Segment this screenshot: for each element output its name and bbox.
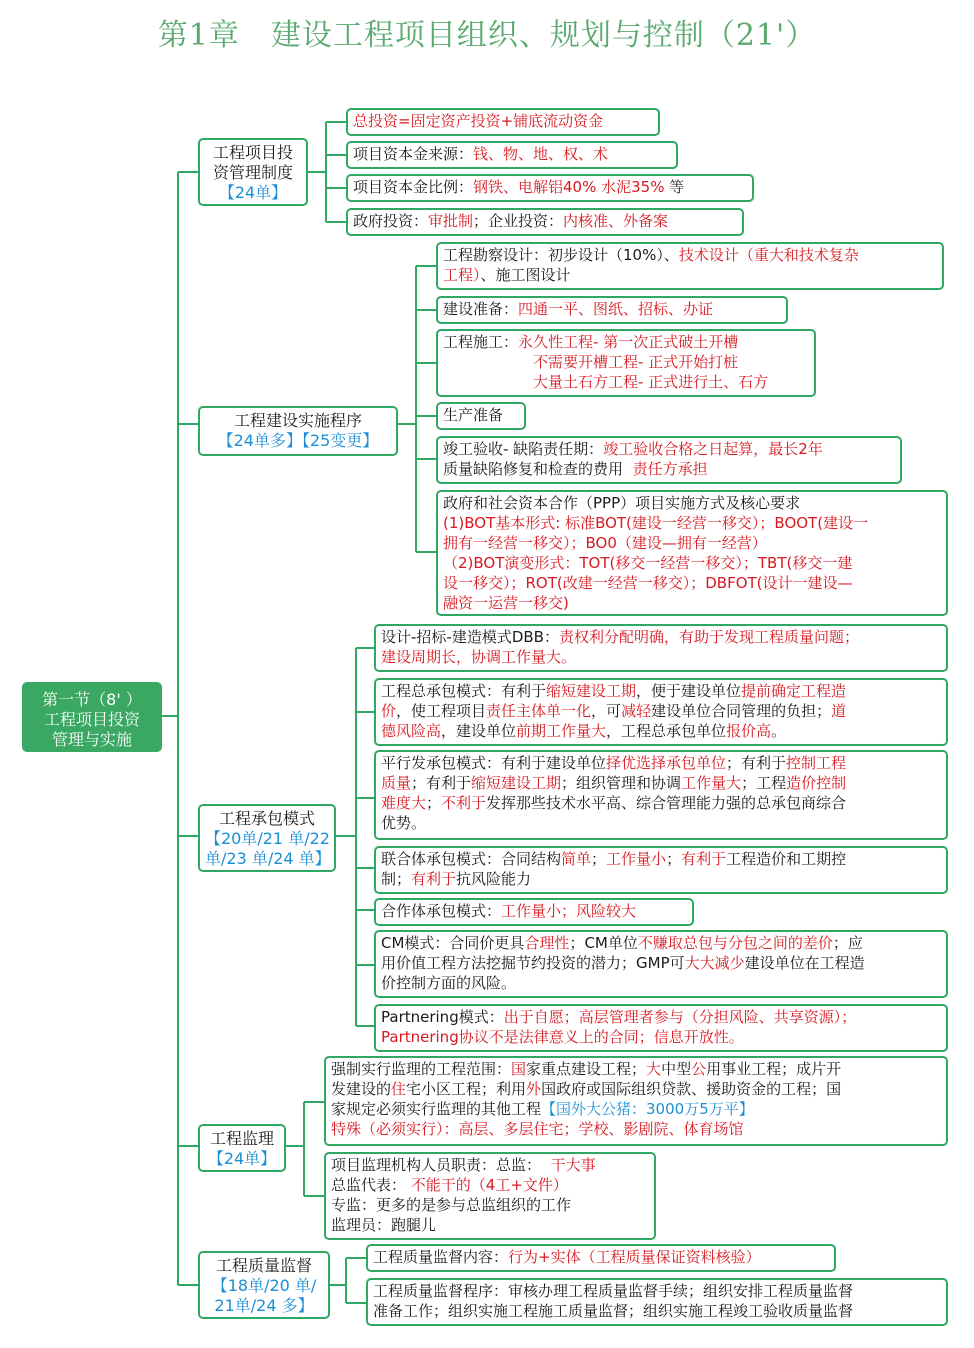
root-line-2: 工程项目投资 [43,710,140,729]
leaf-text: CM模式：合同价更具 [381,934,525,952]
leaf-highlight: （2)BOT演变形式：TOT(移交一经营一移交）；TBT(移交一建 [443,554,853,572]
leaf-mandatory-supervision [324,1056,948,1146]
leaf-highlight: 工程） [443,266,481,284]
leaf-text: 联合体承包模式：合同结构 [381,850,562,868]
leaf-construction [436,329,816,397]
leaf-cm-mode [374,930,948,998]
branch-label: 工程质量监督 [215,1256,312,1275]
leaf-highlight: 工作量小；风险较大 [501,902,637,920]
leaf-text: ；有利于 [411,774,472,792]
exam-tag: 【20单/21 单/22 [205,829,330,848]
leaf-text: 。 [771,722,787,740]
branch-label-line-2: 资管理制度 [212,163,293,182]
exam-tag: 【18单/20 单/ [211,1276,317,1295]
leaf-highlight: 控制工程 [786,754,847,772]
root-node [22,682,162,752]
leaf-text: 抗风险能力 [456,870,532,888]
leaf-highlight: 简单 [561,850,592,868]
leaf-highlight: 特殊（必须实行）：高层、多层住宅；学校、影剧院、体育场馆 [331,1120,744,1138]
leaf-highlight: 工作量大 [681,774,742,792]
leaf-text: 价控制方面的风险。 [381,974,517,992]
leaf-highlight: 造价控制 [786,774,847,792]
leaf-production-prep [436,402,526,430]
leaf-text: ；组织管理和协调 [561,774,682,792]
leaf-highlight: 提前确定工程造 [741,682,847,700]
leaf-highlight: 公 [691,1060,707,1078]
leaf-text: Partnering模式： [381,1008,504,1026]
leaf-text: ；企业投资： [473,212,564,230]
leaf-highlight: 道 [831,702,847,720]
leaf-highlight: 缩短建设工期 [546,682,637,700]
leaf-highlight: 减轻 [621,702,652,720]
leaf-dbb [374,624,948,672]
leaf-highlight: (1)BOT基本形式: 标准BOT(建设一经营一移交）；BOOT(建设一 [443,514,869,532]
leaf-text: ； [591,850,607,868]
leaf-text: 用价值工程方法挖掘节约投资的潜力；GMP可 [381,954,685,972]
leaf-text: 宅小区工程；利用 [406,1080,527,1098]
leaf-highlight: 不赚取总包与分包之间的差价 [637,934,833,952]
exam-tag: 21单/24 多】 [214,1296,314,1315]
leaf-text: 总监代表： [331,1176,407,1194]
leaf-highlight: 干大事 [550,1156,596,1174]
leaf-highlight: 择优选择承包单位 [606,754,727,772]
leaf-text: ；CM单位 [569,934,638,952]
leaf-highlight: 有利于 [681,850,727,868]
leaf-text: 专监：更多的是参与总监组织的工作 [331,1196,572,1214]
leaf-text: 建设单位在工程造 [744,954,865,972]
leaf-highlight: 责任方承担 [632,460,708,478]
leaf-text: ，可 [591,702,622,720]
leaf-text: ；有利于 [726,754,787,772]
branch-supervision [198,1124,286,1172]
leaf-text: 生产准备 [443,406,504,424]
leaf-highlight: 钢铁、电解铝40% [473,178,597,196]
leaf-capital-ratio [346,174,754,202]
leaf-text: 竣工验收- 缺陷责任期： [443,440,604,458]
leaf-text: ，使工程项目 [396,702,487,720]
leaf-highlight: 拥有一经营一移交）；BO0（建设—拥有一经营） [443,534,767,552]
branch-label: 工程承包模式 [218,809,315,828]
leaf-text: 政府投资： [353,212,429,230]
leaf-text: ； [666,850,682,868]
leaf-text: ；应 [832,934,863,952]
leaf-gov-investment [346,208,744,236]
leaf-highlight: 大 [646,1060,662,1078]
leaf-text: 发挥那些技术水平高、综合管理能力强的总承包商综合 [486,794,847,812]
leaf-text: 政府和社会资本合作（PPP）项目实施方式及核心要求 [443,494,801,512]
leaf-highlight: 审批制 [428,212,474,230]
branch-investment-system [198,138,308,206]
leaf-highlight: 报价高 [726,722,772,740]
leaf-supervision-staff [324,1152,656,1240]
leaf-highlight: 出于自愿；高层管理者参与（分担风险、共享资源）； [503,1008,857,1026]
leaf-highlight: 建设周期长，协调工作量大。 [381,648,577,666]
leaf-highlight: 质量 [381,774,412,792]
leaf-highlight: 前期工作量大 [516,722,607,740]
exam-tag: 【国外大公猪：3000万5万平】 [541,1100,754,1118]
leaf-acceptance [436,436,902,484]
leaf-text: 项目监理机构人员职责：总监： [331,1156,542,1174]
leaf-highlight: 大量土石方工程- 正式进行土、石方 [533,373,769,391]
leaf-text: 项目资本金来源： [353,145,474,163]
leaf-survey-design [436,242,944,290]
exam-tag: 【24单多】【25变更】 [217,431,379,450]
leaf-highlight: 行为+实体（工程质量保证资料核验） [508,1248,761,1266]
leaf-highlight: 不利于 [441,794,487,812]
leaf-general-contracting [374,678,948,746]
exam-tag: 【24单】 [218,183,288,202]
leaf-text: 工程质量监督内容： [373,1248,509,1266]
leaf-capital-source [346,141,678,169]
leaf-text: 家规定必须实行监理的其他工程 [331,1100,542,1118]
leaf-highlight: 永久性工程- 第一次正式破土开槽 [518,333,739,351]
leaf-text: 设计-招标-建造模式DBB： [381,628,559,646]
exam-tag: 单/23 单/24 单】 [205,849,331,868]
leaf-highlight: 竣工验收合格之日起算，最长2年 [603,440,823,458]
page-title: 第1章 建设工程项目组织、规划与控制（21'） [157,18,817,53]
leaf-text: 国政府或国际组织贷款、援助资金的工程；国 [541,1080,842,1098]
leaf-text: 工程造价和工期控 [726,850,847,868]
leaf-text: 质量缺陷修复和检查的费用 [443,460,624,478]
leaf-quality-content [366,1244,836,1272]
leaf-partnering [374,1004,948,1052]
leaf-highlight: 不需要开槽工程- 正式开始打桩 [533,353,739,371]
branch-label: 工程监理 [209,1129,274,1148]
leaf-text: 制； [381,870,412,888]
leaf-highlight: 外 [526,1080,542,1098]
leaf-highlight: 设一移交）；ROT(改建一经营一移交）；DBFOT(设计一建设— [443,574,853,592]
branch-quality-supervision [198,1251,330,1319]
branch-contracting-modes [198,804,336,872]
leaf-highlight: 四通一平、图纸、招标、办证 [518,300,714,318]
leaf-highlight: Partnering [381,1028,459,1046]
leaf-highlight: 钱、物、地、权、术 [473,145,609,163]
leaf-text: 工程勘察设计：初步设计（10%）、 [443,246,679,264]
leaf-text: 中型 [661,1060,692,1078]
leaf-text: 优势。 [381,814,427,832]
branch-label: 工程建设实施程序 [233,411,362,430]
leaf-text: 合作体承包模式： [381,902,502,920]
leaf-text: 工程总承包模式：有利于 [381,682,547,700]
leaf-text: 建设单位合同管理的负担； [651,702,832,720]
leaf-text: 准备工作；组织实施工程施工质量监督；组织实施工程竣工验收质量监督 [373,1302,854,1320]
leaf-parallel-contracting [374,750,948,840]
leaf-highlight: 国 [511,1060,527,1078]
root-line-1: 第一节（8' ） [42,690,142,709]
leaf-highlight: 有利于 [411,870,457,888]
leaf-highlight: 责权利分配明确，有助于发现工程质量问题； [558,628,859,646]
leaf-highlight: 缩短建设工期 [471,774,562,792]
leaf-highlight: 工作量小 [606,850,667,868]
leaf-text: 项目资本金比例： [353,178,474,196]
leaf-quality-procedure [366,1278,948,1326]
leaf-text: 工程质量监督程序：审核办理工程质量监督手续；组织安排工程质量监督 [373,1282,854,1300]
leaf-construction-prep [436,296,788,324]
leaf-highlight: 技术设计（重大和技术复杂 [678,246,859,264]
leaf-text: ； [426,794,442,812]
leaf-total-investment [346,108,660,136]
leaf-text: 用事业工程；成片开 [706,1060,842,1078]
leaf-text: ，便于建设单位 [636,682,742,700]
root-line-3: 管理与实施 [51,730,132,749]
leaf-text: 家重点建设工程； [526,1060,647,1078]
leaf-cooperative [374,898,694,926]
leaf-highlight: 协议不是法律意义上的合同；信息开放性。 [458,1028,744,1046]
branch-label-line-1: 工程项目投 [212,143,293,162]
leaf-text: ，建设单位 [441,722,517,740]
leaf-text: 等 [664,178,685,196]
leaf-joint-venture [374,846,948,894]
leaf-text: ，工程总承包单位 [606,722,727,740]
leaf-highlight: 难度大 [381,794,427,812]
leaf-text: 强制实行监理的工程范围： [331,1060,512,1078]
leaf-highlight: 合理性 [524,934,570,952]
leaf-text: 建设准备： [443,300,519,318]
leaf-highlight: 价 [381,702,397,720]
leaf-highlight: 不能干的（4工+文件） [410,1176,568,1194]
branch-construction-procedure [198,406,398,456]
leaf-text: 平行发承包模式：有利于建设单位 [381,754,607,772]
leaf-text: ；工程 [741,774,787,792]
leaf-text: 工程施工： [443,333,519,351]
leaf-text: 发建设的 [331,1080,392,1098]
leaf-ppp [436,490,948,616]
leaf-text: 、施工图设计 [480,266,571,284]
leaf-highlight: 水泥35% [601,178,665,196]
leaf-text: 总投资=固定资产投资+铺底流动资金 [353,112,604,130]
leaf-highlight: 住 [391,1080,407,1098]
leaf-text: 监理员：跑腿儿 [331,1216,437,1234]
leaf-highlight: 责任主体单一化 [486,702,592,720]
leaf-highlight: 德风险高 [381,722,442,740]
leaf-highlight: 融资一运营一移交) [443,594,569,612]
leaf-highlight: 大大减少 [684,954,745,972]
leaf-highlight: 内核准、外备案 [563,212,669,230]
exam-tag: 【24单】 [207,1149,277,1168]
